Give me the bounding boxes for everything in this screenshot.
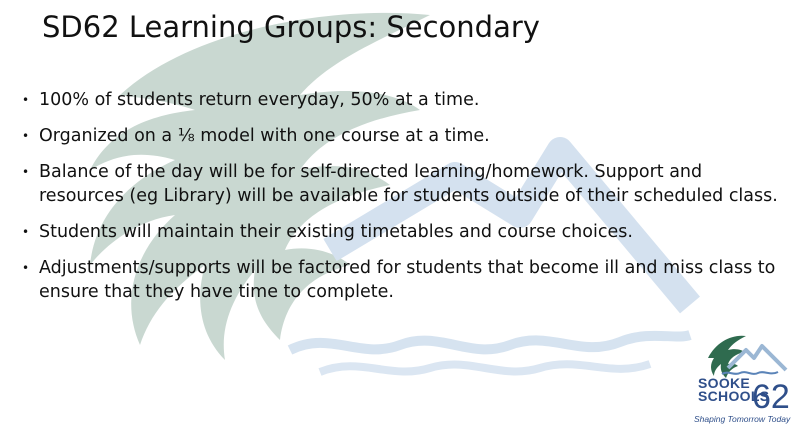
logo-line-schools: SCHOOLS (698, 388, 770, 404)
bullet-text: Students will maintain their existing timetables and course choices. (39, 222, 633, 242)
bullet-item (22, 160, 782, 208)
bullet-glyph: • (22, 261, 30, 275)
bullet-list (22, 88, 782, 316)
logo-number: 62 (752, 378, 790, 416)
bullet-text: 100% of students return everyday, 50% at a time. (39, 90, 480, 110)
slide-title: SD62 Learning Groups: Secondary (42, 10, 540, 44)
sooke-schools-logo (688, 330, 800, 428)
bullet-text: Balance of the day will be for self-directed learning/homework. Support and resources (eg Library) will be available for students outside of their scheduled class. (39, 162, 778, 206)
bullet-text: Organized on a ⅛ model with one course at a time. (39, 126, 490, 146)
bullet-glyph: • (22, 129, 30, 143)
bullet-item (22, 88, 782, 112)
logo-line-sooke: SOOKE (698, 375, 751, 391)
bullet-item (22, 256, 782, 304)
bullet-glyph: • (22, 225, 30, 239)
bullet-item (22, 124, 782, 148)
bullet-item (22, 220, 782, 244)
bullet-text: Adjustments/supports will be factored for students that become ill and miss class to ensure that they have time to complete. (39, 258, 776, 302)
bullet-glyph: • (22, 165, 30, 179)
watermark-wave-shape (290, 335, 690, 350)
bullet-glyph: • (22, 93, 30, 107)
logo-tagline: Shaping Tomorrow Today (694, 414, 791, 424)
